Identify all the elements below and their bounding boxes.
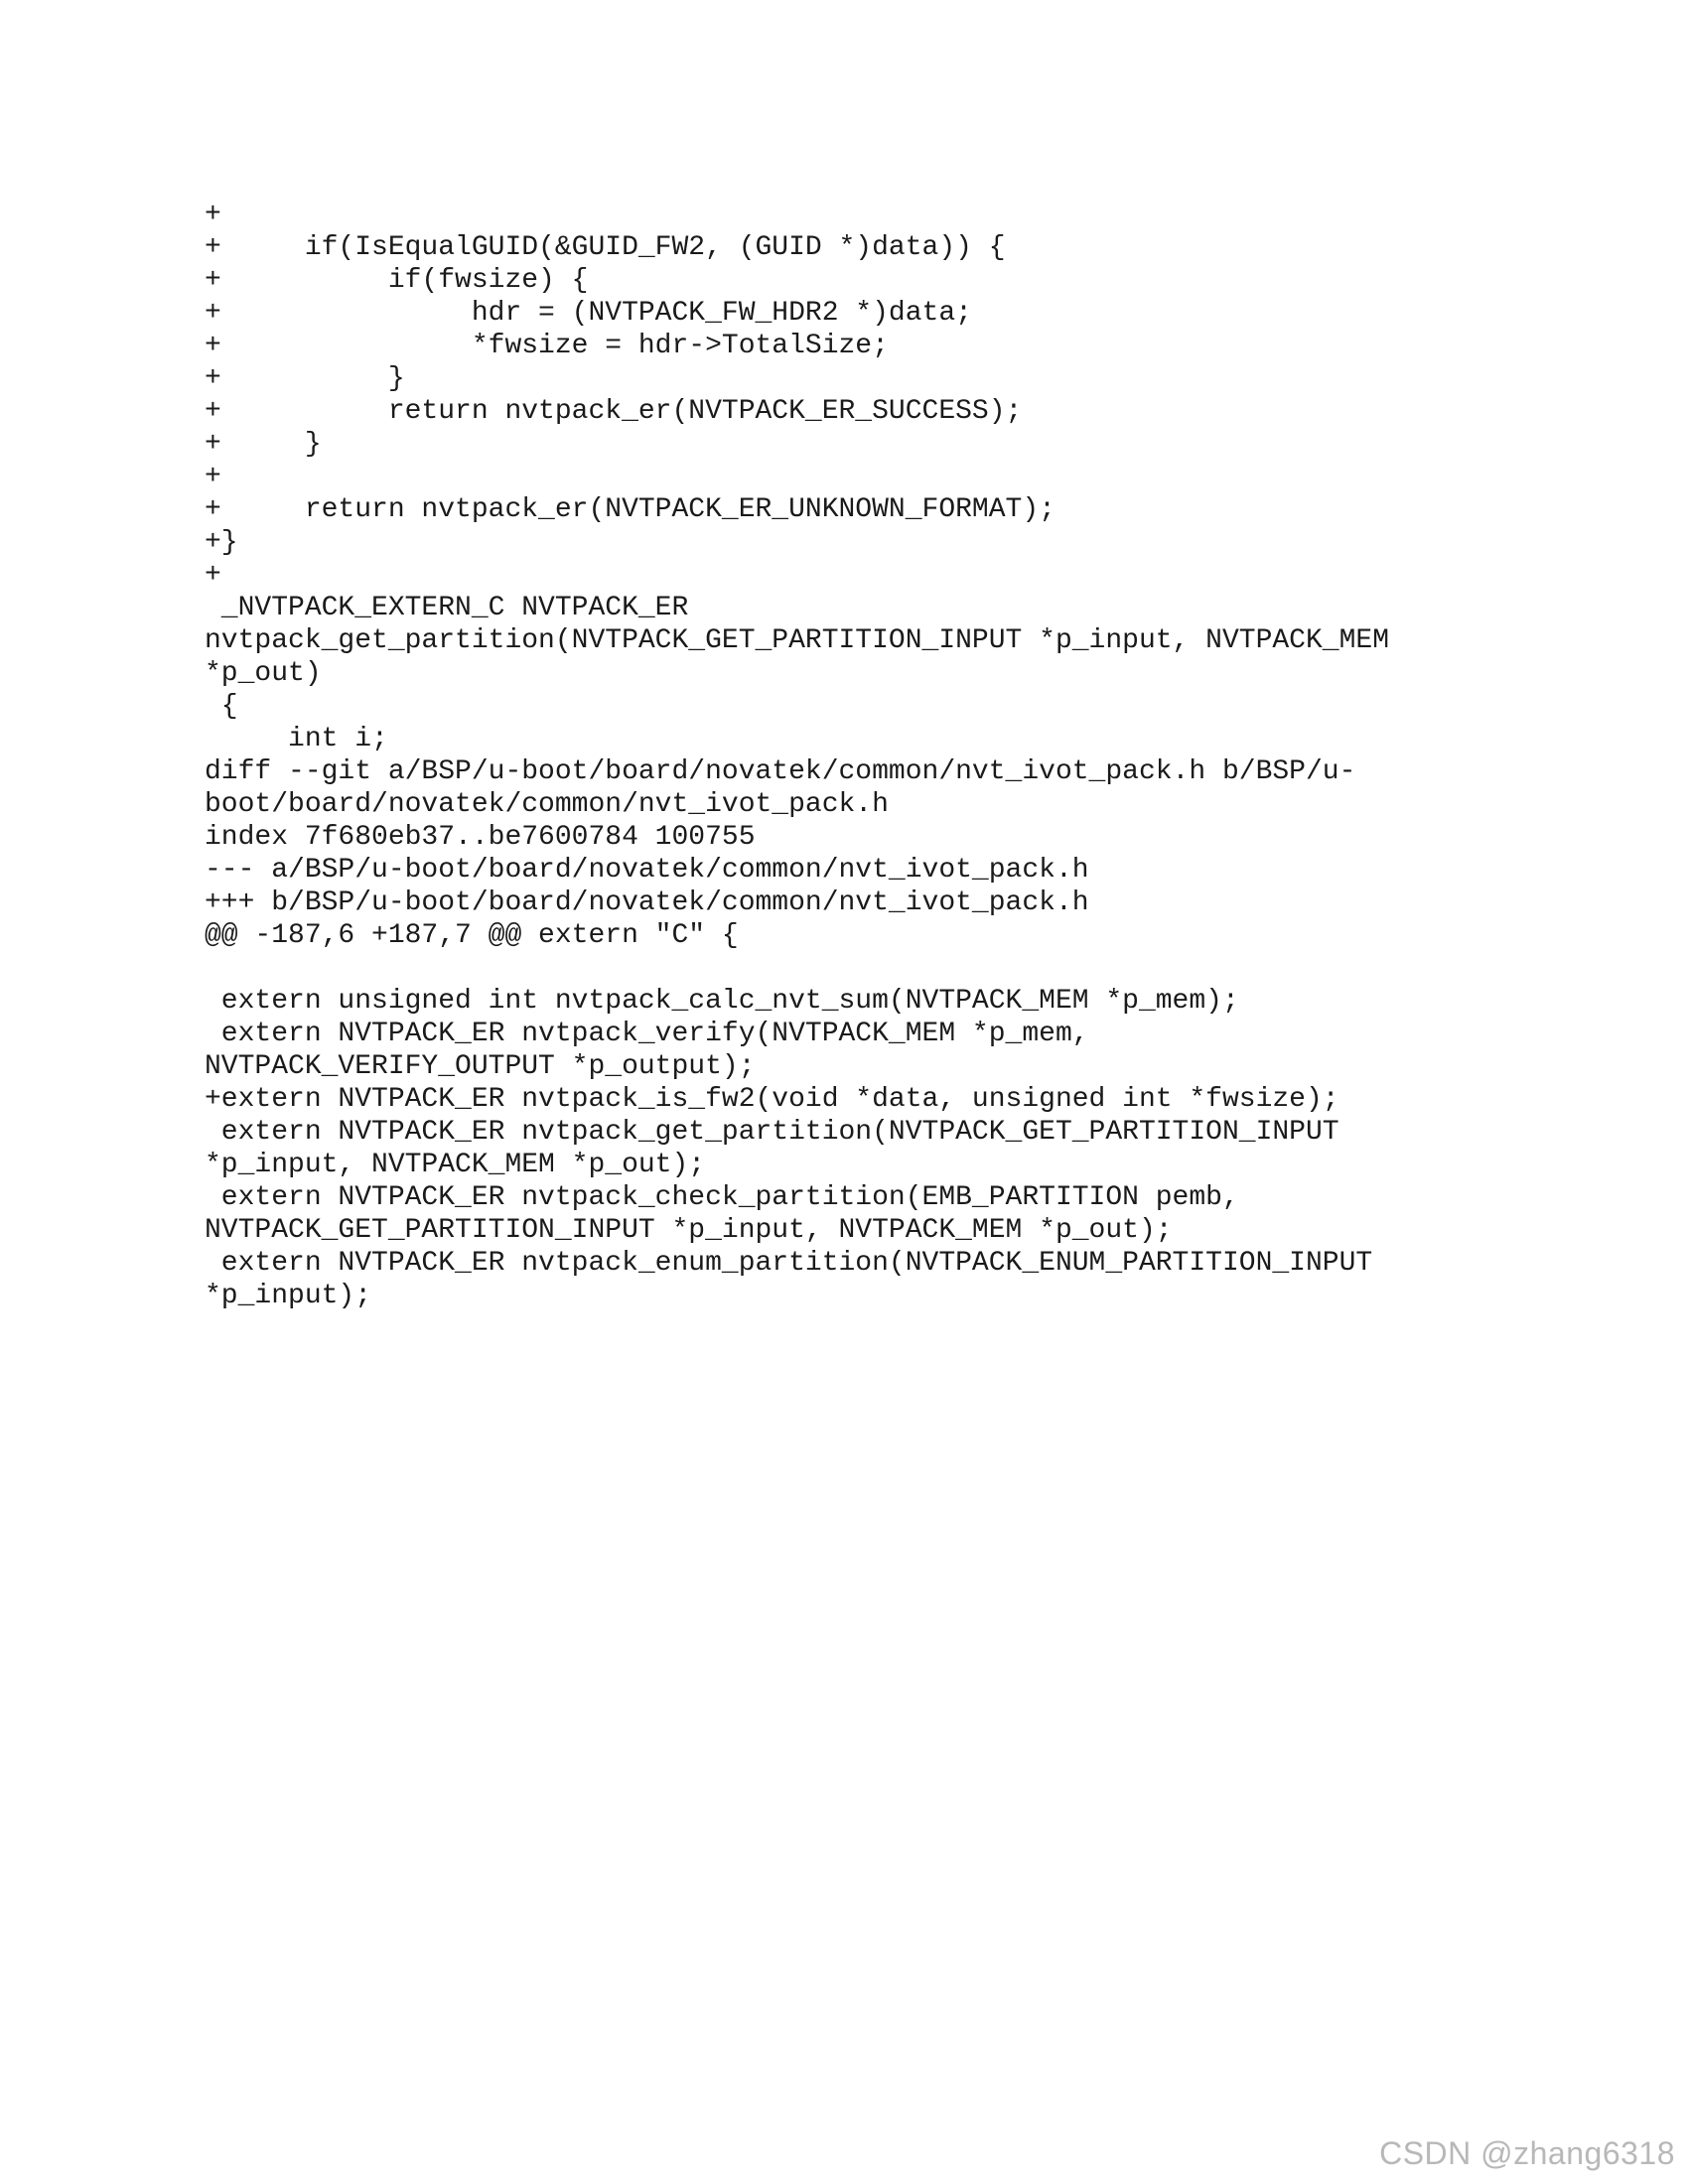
code-line: int i; bbox=[205, 724, 388, 754]
code-line: + *fwsize = hdr->TotalSize; bbox=[205, 331, 889, 361]
code-line: boot/board/novatek/common/nvt_ivot_pack.h bbox=[205, 789, 889, 820]
code-line: extern unsigned int nvtpack_calc_nvt_sum(NVTPACK_MEM *p_mem); bbox=[205, 986, 1239, 1017]
code-line: --- a/BSP/u-boot/board/novatek/common/nvt_ivot_pack.h bbox=[205, 855, 1089, 886]
code-line: NVTPACK_GET_PARTITION_INPUT *p_input, NVTPACK_MEM *p_out); bbox=[205, 1215, 1173, 1246]
code-line: + } bbox=[205, 429, 322, 460]
code-diff-block bbox=[205, 199, 1389, 1312]
code-line: extern NVTPACK_ER nvtpack_check_partition(EMB_PARTITION pemb, bbox=[205, 1182, 1239, 1213]
code-line: { bbox=[205, 691, 238, 722]
code-line: + if(fwsize) { bbox=[205, 265, 589, 296]
code-line: + hdr = (NVTPACK_FW_HDR2 *)data; bbox=[205, 298, 972, 329]
code-line: *p_out) bbox=[205, 658, 322, 689]
code-line: + } bbox=[205, 363, 405, 394]
code-line: _NVTPACK_EXTERN_C NVTPACK_ER bbox=[205, 593, 689, 623]
code-line: extern NVTPACK_ER nvtpack_get_partition(NVTPACK_GET_PARTITION_INPUT bbox=[205, 1117, 1339, 1148]
code-line: +} bbox=[205, 527, 238, 558]
code-line: + return nvtpack_er(NVTPACK_ER_UNKNOWN_FORMAT); bbox=[205, 494, 1055, 525]
code-line: +++ b/BSP/u-boot/board/novatek/common/nvt_ivot_pack.h bbox=[205, 887, 1089, 918]
code-line: extern NVTPACK_ER nvtpack_enum_partition(NVTPACK_ENUM_PARTITION_INPUT bbox=[205, 1248, 1373, 1279]
watermark: CSDN @zhang6318 bbox=[1379, 2135, 1675, 2171]
code-line: index 7f680eb37..be7600784 100755 bbox=[205, 822, 756, 853]
code-line: @@ -187,6 +187,7 @@ extern "C" { bbox=[205, 920, 739, 951]
code-line: + bbox=[205, 462, 221, 492]
code-line: + bbox=[205, 200, 221, 230]
code-line: + if(IsEqualGUID(&GUID_FW2, (GUID *)data)) { bbox=[205, 232, 1006, 263]
code-line: + bbox=[205, 560, 221, 591]
code-line: + return nvtpack_er(NVTPACK_ER_SUCCESS); bbox=[205, 396, 1023, 427]
code-line: *p_input); bbox=[205, 1281, 372, 1311]
code-line: extern NVTPACK_ER nvtpack_verify(NVTPACK_MEM *p_mem, bbox=[205, 1019, 1089, 1049]
code-line: +extern NVTPACK_ER nvtpack_is_fw2(void *data, unsigned int *fwsize); bbox=[205, 1084, 1339, 1115]
code-line bbox=[205, 952, 1389, 985]
code-line: diff --git a/BSP/u-boot/board/novatek/common/nvt_ivot_pack.h b/BSP/u- bbox=[205, 756, 1356, 787]
code-line: *p_input, NVTPACK_MEM *p_out); bbox=[205, 1150, 706, 1180]
code-line: nvtpack_get_partition(NVTPACK_GET_PARTITION_INPUT *p_input, NVTPACK_MEM bbox=[205, 625, 1389, 656]
code-line: NVTPACK_VERIFY_OUTPUT *p_output); bbox=[205, 1051, 756, 1082]
